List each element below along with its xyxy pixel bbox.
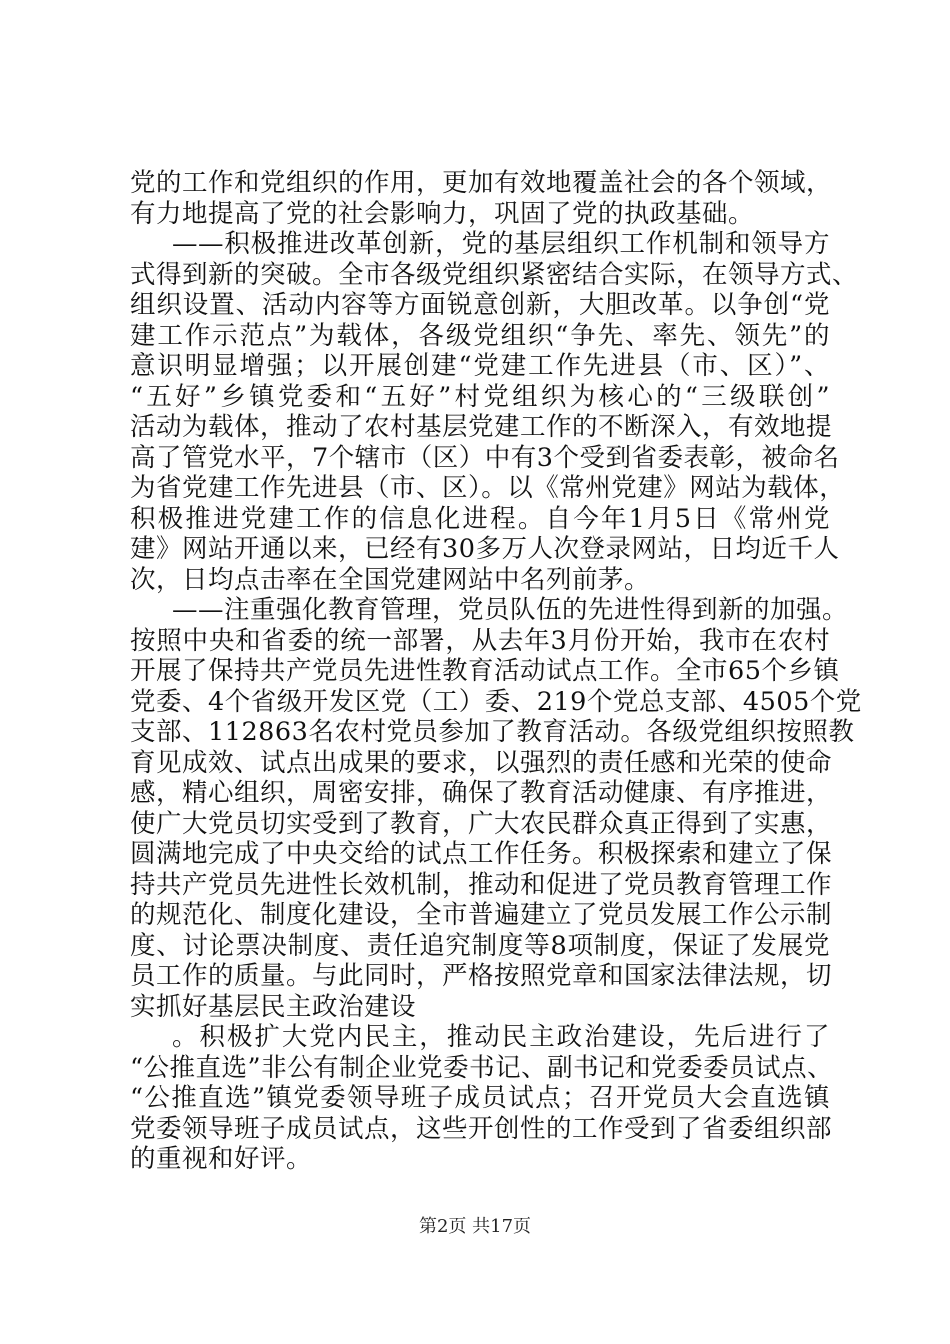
text-line: 支部、112863名农村党员参加了教育活动。各级党组织按照教 [130,717,855,747]
text-line: “公推直选”镇党委领导班子成员试点；召开党员大会直选镇 [130,1083,830,1113]
text-line: 的规范化、制度化建设，全市普遍建立了党员发展工作公示制 [130,900,833,930]
text-line: 有力地提高了党的社会影响力，巩固了党的执政基础。 [130,198,755,229]
text-line: 育见成效、试点出成果的要求，以强烈的责任感和光荣的使命 [130,747,833,778]
text-line: 持共产党员先进性长效机制，推动和促进了党员教育管理工作 [130,869,833,900]
text-line: 圆满地完成了中央交给的试点工作任务。积极探索和建立了保 [130,839,833,869]
text-line: 党委、4个省级开发区党（工）委、219个党总支部、4505个党 [130,686,862,717]
text-line: 感，精心组织，周密安排，确保了教育活动健康、有序推进， [130,778,833,808]
text-line: 党的工作和党组织的作用，更加有效地覆盖社会的各个领域， [130,168,833,198]
text-line: 建》网站开通以来，已经有30多万人次登录网站，日均近千人 [130,534,840,564]
text-line: 建工作示范点”为载体，各级党组织“争先、率先、领先”的 [130,320,830,351]
text-line: “五好”乡镇党委和“五好”村党组织为核心的“三级联创” [130,381,830,412]
text-line: ——注重强化教育管理，党员队伍的先进性得到新的加强。 [172,595,849,625]
text-line: 意识明显增强；以开展创建“党建工作先进县（市、区）”、 [130,351,830,381]
text-line: 次，日均点击率在全国党建网站中名列前茅。 [130,564,651,595]
text-line: 组织设置、活动内容等方面锐意创新，大胆改革。以争创“党 [130,290,830,320]
text-line: 为省党建工作先进县（市、区）。以《常州党建》网站为载体， [130,473,846,503]
text-line: 活动为载体，推动了农村基层党建工作的不断深入，有效地提 [130,412,833,442]
text-line: 按照中央和省委的统一部署，从去年3月份开始，我市在农村 [130,625,830,656]
text-line: 度、讨论票决制度、责任追究制度等8项制度，保证了发展党 [130,930,830,961]
text-line: 式得到新的突破。全市各级党组织紧密结合实际，在领导方式、 [130,259,859,290]
text-line: ——积极推进改革创新，党的基层组织工作机制和领导方 [172,229,830,259]
text-line: 党委领导班子成员试点，这些开创性的工作受到了省委组织部 [130,1113,833,1144]
document-body [130,168,862,1175]
text-line: 开展了保持共产党员先进性教育活动试点工作。全市65个乡镇 [130,656,840,686]
page-footer [0,1216,950,1238]
text-line: “公推直选”非公有制企业党委书记、副书记和党委委员试点、 [130,1052,834,1083]
text-line: 的重视和好评。 [130,1144,313,1174]
page-number: 第2页 共17页 [418,1216,532,1237]
text-line: 。积极扩大党内民主，推动民主政治建设，先后进行了 [172,1022,830,1052]
text-line: 员工作的质量。与此同时，严格按照党章和国家法律法规，切 [130,961,833,991]
text-line: 实抓好基层民主政治建设 [130,991,417,1022]
text-line: 高了管党水平，7个辖市（区）中有3个受到省委表彰，被命名 [130,442,840,473]
text-line: 使广大党员切实受到了教育，广大农民群众真正得到了实惠， [130,808,833,839]
text-line: 积极推进党建工作的信息化进程。自今年1月5日《常州党 [130,503,830,534]
